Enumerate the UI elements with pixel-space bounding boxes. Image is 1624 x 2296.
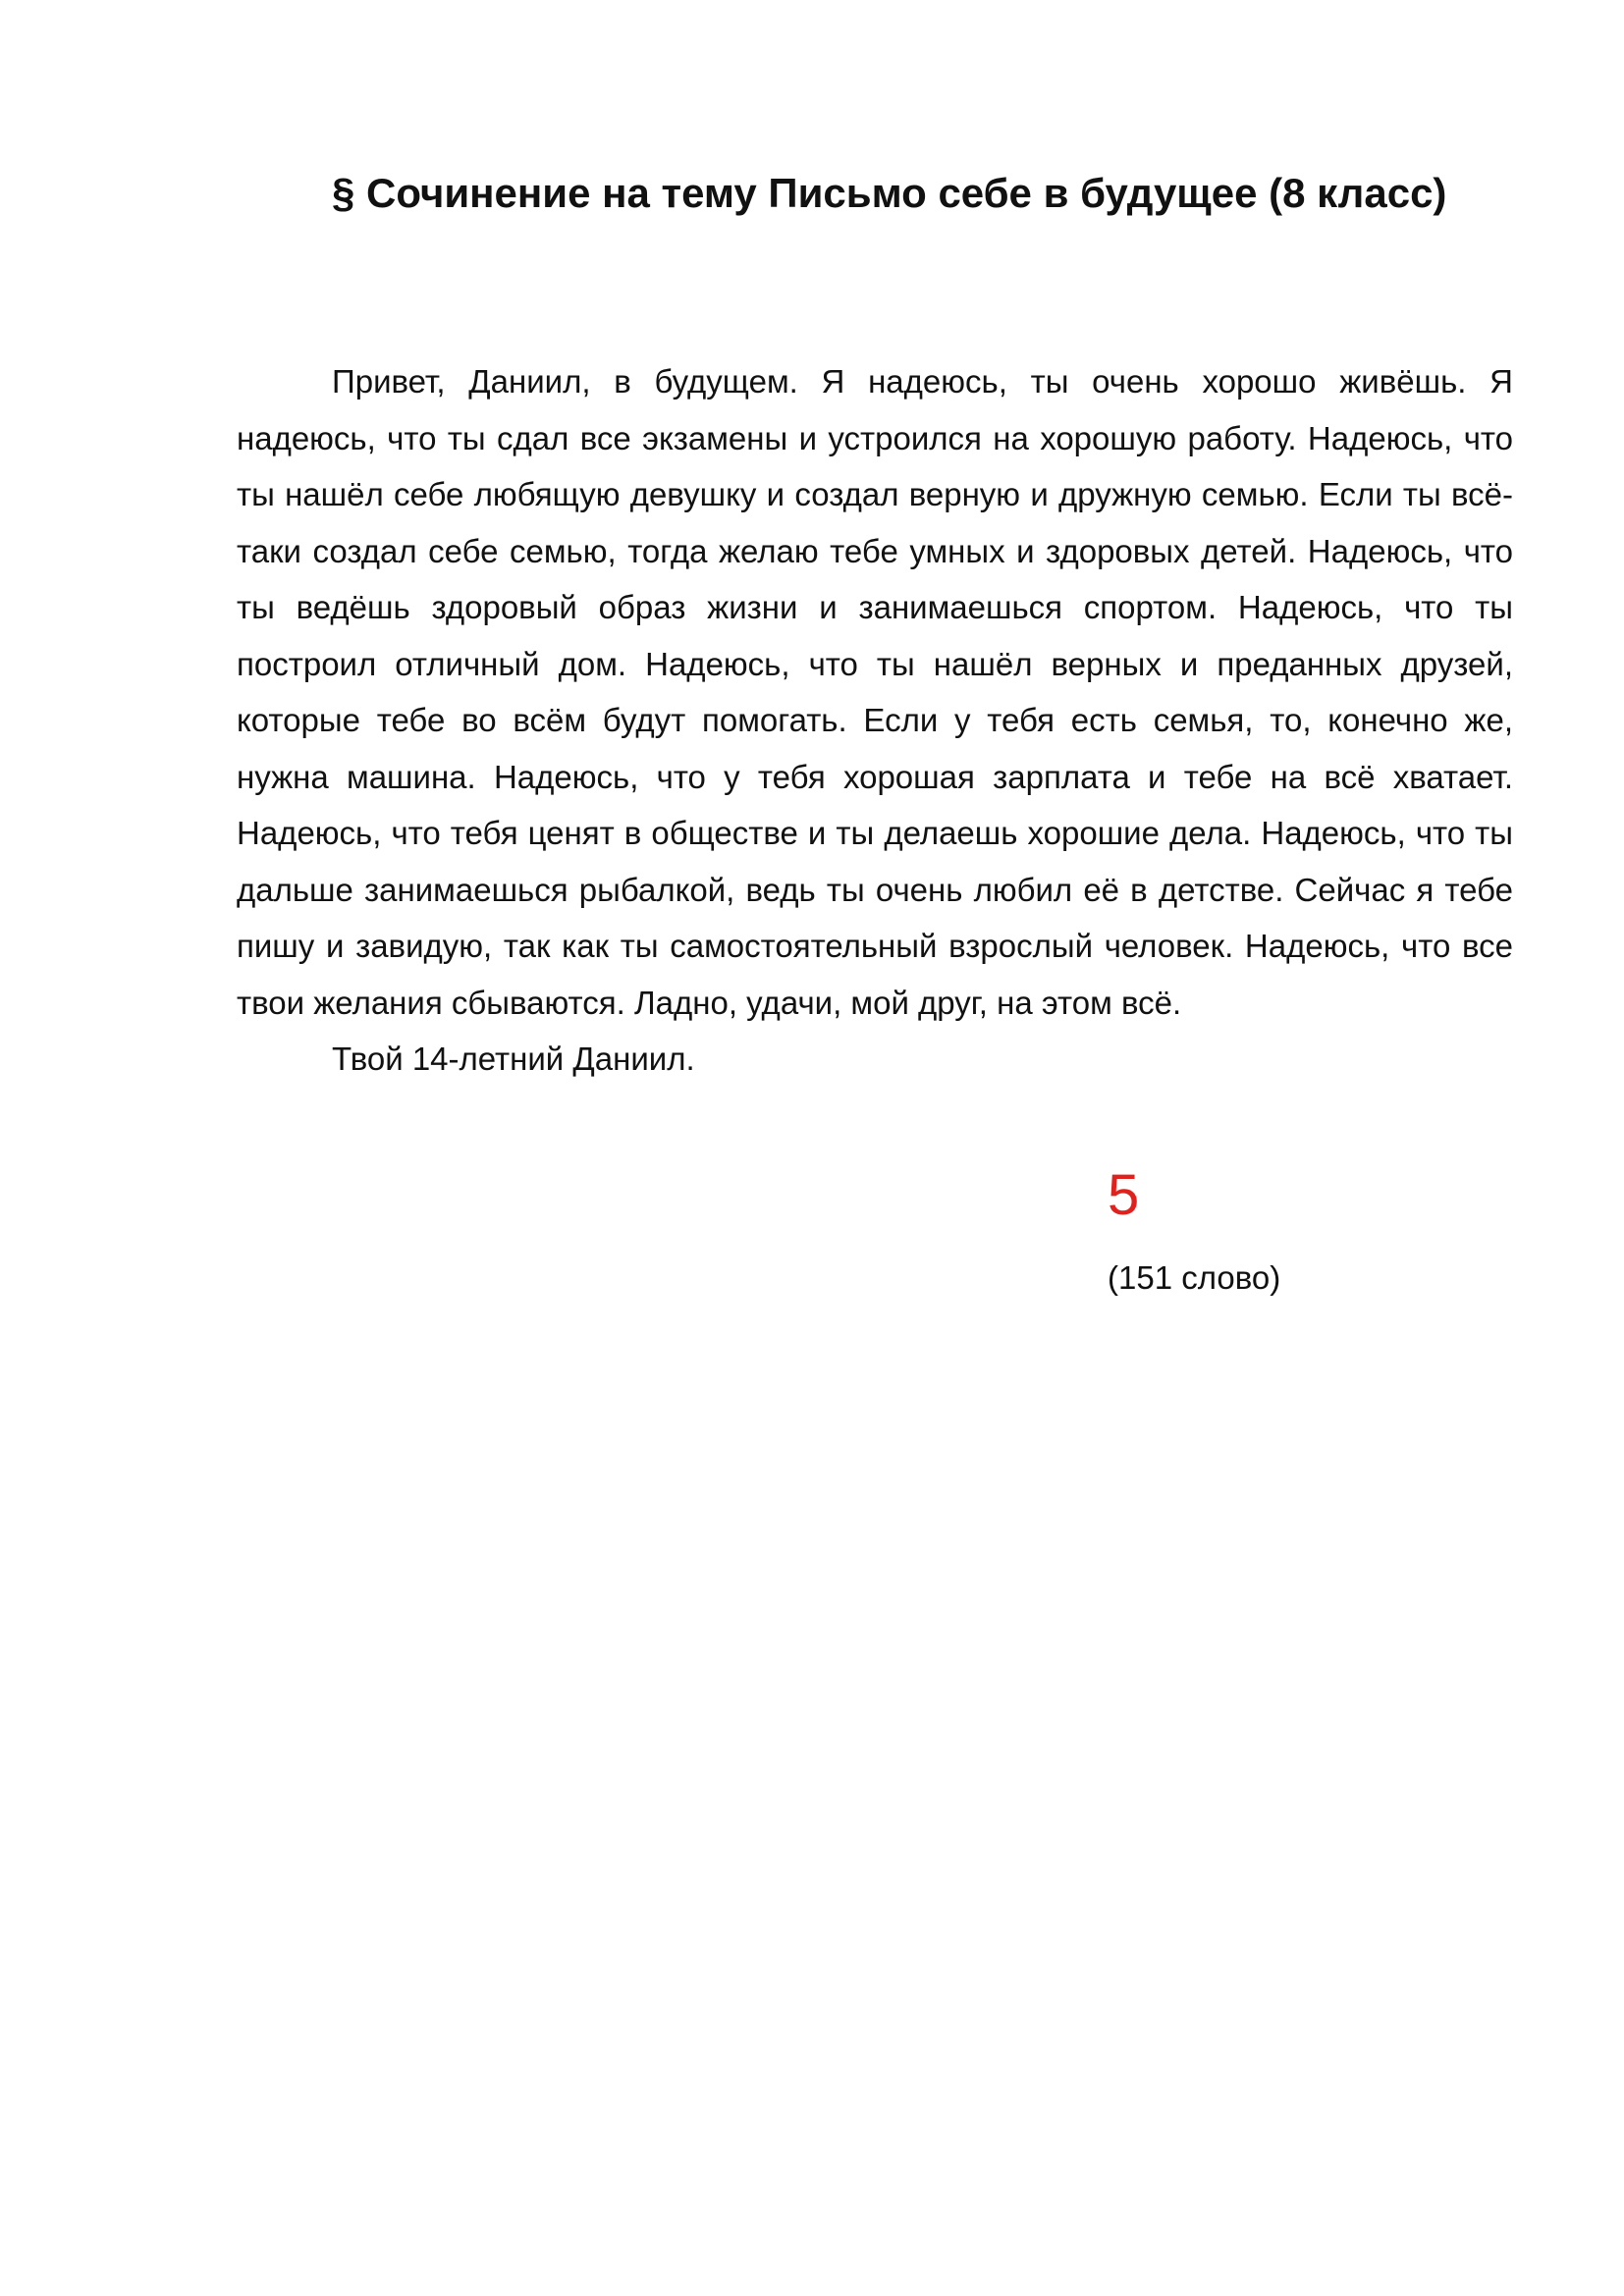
essay-paragraph: Привет, Даниил, в будущем. Я надеюсь, ты очень хорошо живёшь. Я надеюсь, что ты сдал все экзамены и устроился на хорошую работу. Надеюсь, что ты нашёл себе любящую девушку и создал верную и дружную семью. Если ты всё-таки создал себе семью, тогда желаю тебе умных и здоровых детей. Надеюсь, что ты ведёшь здоровый образ жизни и занимаешься спортом. Надеюсь, что ты построил отличный дом. Надеюсь, что ты нашёл верных и преданных друзей, которые тебе во всём будут помогать. Если у тебя есть семья, то, конечно же, нужна машина. Надеюсь, что у тебя хорошая зарплата и тебе на всё хватает. Надеюсь, что тебя ценят в обществе и ты делаешь хорошие дела. Надеюсь, что ты дальше занимаешься рыбалкой, ведь ты очень любил её в детстве. Сейчас я тебе пишу и завидую, так как ты самостоятельный взрослый человек. Надеюсь, что все твои желания сбываются. Ладно, удачи, мой друг, на этом всё. <box>237 363 1513 1021</box>
essay-body <box>237 353 1513 1088</box>
word-count: (151 слово) <box>1108 1259 1281 1296</box>
grade-mark: 5 <box>1108 1163 1140 1227</box>
essay-signature: Твой 14-летний Даниил. <box>332 1041 695 1077</box>
essay-title: § Сочинение на тему Письмо себе в будущее (8 класс) <box>332 170 1447 216</box>
